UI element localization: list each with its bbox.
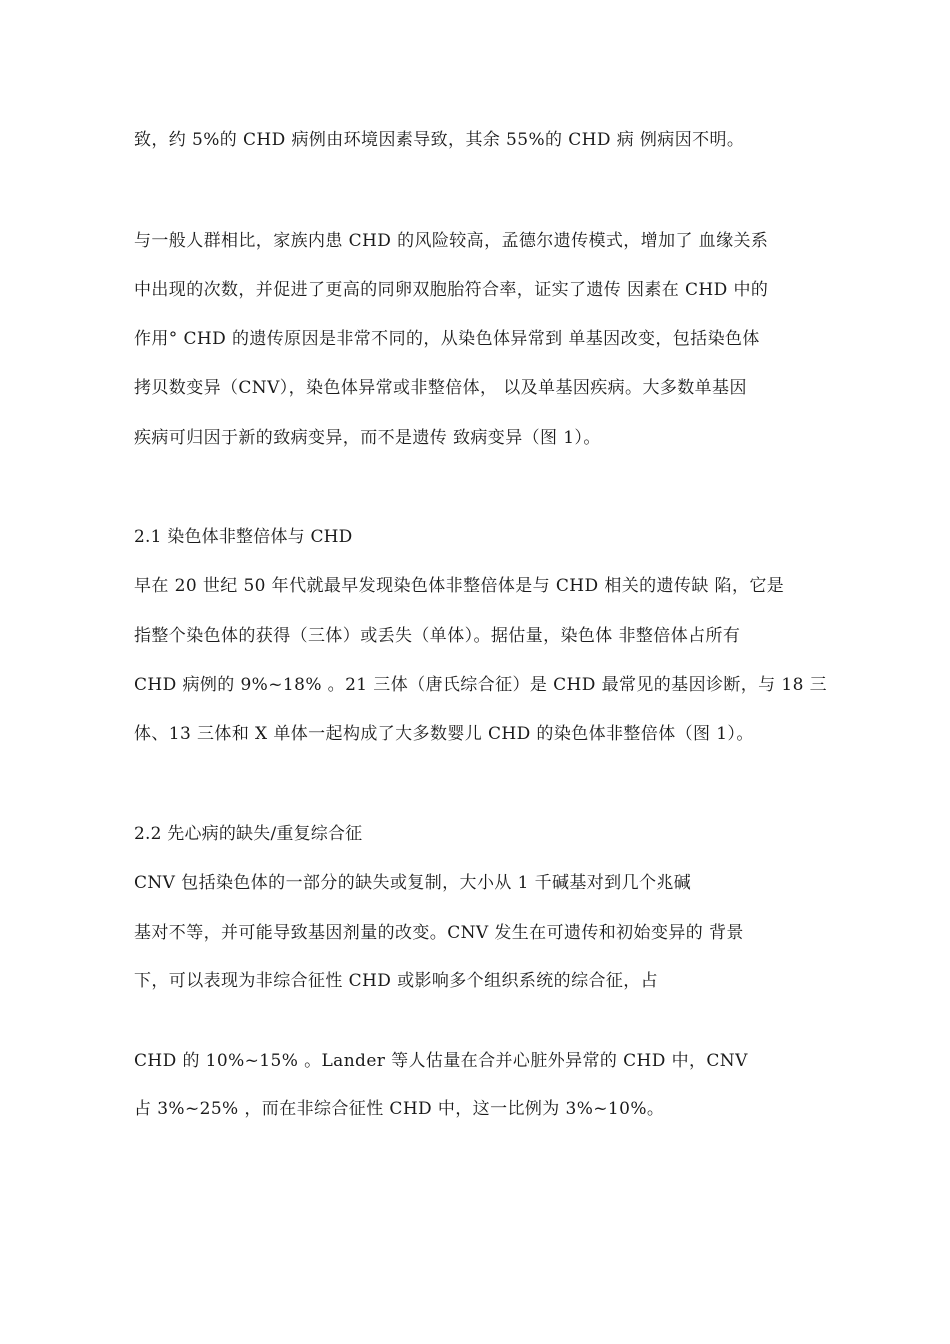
- text-line: 下，可以表现为非综合征性 CHD 或影响多个组织系统的综合征，占: [134, 971, 659, 991]
- text-line: 指整个染色体的获得（三体）或丢失（单体）。据估量，染色体 非整倍体占所有: [134, 626, 741, 646]
- text-line: 致，约 5%的 CHD 病例由环境因素导致，其余 55%的 CHD 病 例病因不明。: [134, 130, 745, 150]
- text-line: 与一般人群相比，家族内患 CHD 的风险较高，孟德尔遗传模式，增加了 血缘关系: [134, 231, 769, 251]
- section-heading: 2.1 染色体非整倍体与 CHD: [134, 527, 353, 547]
- text-line: 疾病可归因于新的致病变异，而不是遗传 致病变异（图 1）。: [134, 428, 601, 448]
- text-line: 早在 20 世纪 50 年代就最早发现染色体非整倍体是与 CHD 相关的遗传缺 陷，它是: [134, 576, 785, 596]
- text-line: CNV 包括染色体的一部分的缺失或复制，大小从 1 千碱基对到几个兆碱: [134, 873, 692, 893]
- text-line: 中出现的次数，并促进了更高的同卵双胞胎符合率，证实了遗传 因素在 CHD 中的: [134, 280, 769, 300]
- text-line: 作用° CHD 的遗传原因是非常不同的，从染色体异常到 单基因改变，包括染色体: [134, 329, 760, 349]
- text-line: 体、13 三体和 X 单体一起构成了大多数婴儿 CHD 的染色体非整倍体（图 1）。: [134, 724, 754, 744]
- text-line: CHD 的 10%~15% 。Lander 等人估量在合并心脏外异常的 CHD 中，CNV: [134, 1051, 748, 1071]
- text-line: 拷贝数变异（CNV），染色体异常或非整倍体， 以及单基因疾病。大多数单基因: [134, 378, 747, 398]
- text-line: 基对不等，并可能导致基因剂量的改变。CNV 发生在可遗传和初始变异的 背景: [134, 923, 744, 943]
- text-line: 占 3%~25% ，而在非综合征性 CHD 中，这一比例为 3%~10%。: [134, 1099, 665, 1119]
- text-line: CHD 病例的 9%~18% 。21 三体（唐氏综合征）是 CHD 最常见的基因诊断，与 18 三: [134, 675, 828, 695]
- section-heading: 2.2 先心病的缺失/重复综合征: [134, 824, 363, 844]
